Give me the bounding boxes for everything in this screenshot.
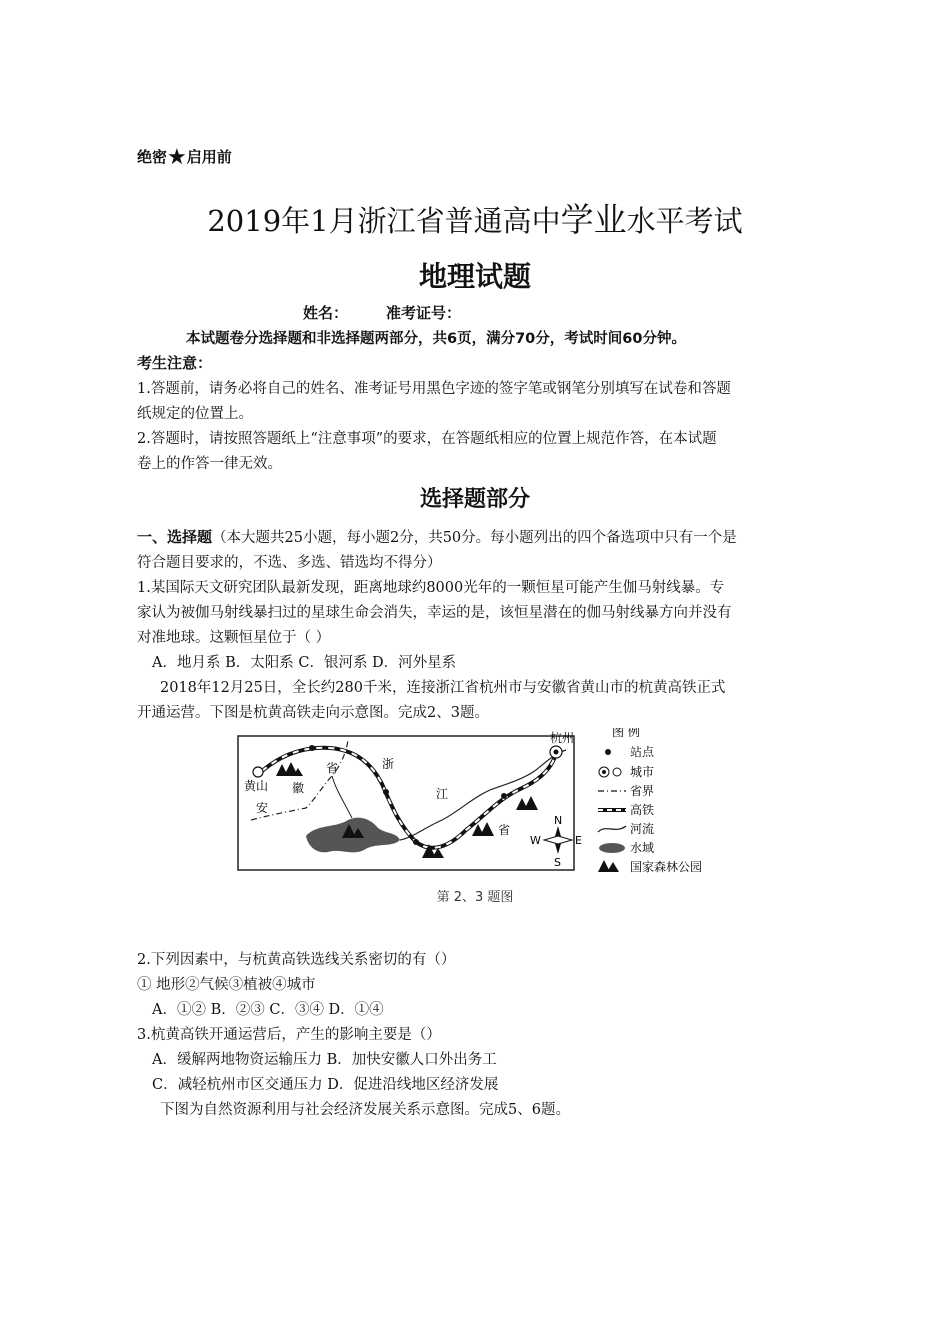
notice-heading: 考生注意： (137, 354, 213, 372)
passage-line2: 开通运营。下图是杭黄高铁走向示意图。完成2、3题。 (137, 705, 489, 721)
q1-line1: 1.某国际天文研究团队最新发现，距离地球约8000光年的一颗恒星可能产生伽马射线暴。专 (137, 580, 725, 596)
exam-info: 本试题卷分选择题和非选择题两部分，共6页，满分70分，考试时间60分钟。 (186, 331, 686, 347)
compass-north: N (554, 814, 563, 827)
compass-west: W (530, 834, 541, 847)
legend-station: 站点 (630, 745, 655, 759)
name-label: 姓名： (303, 304, 349, 322)
station-dot (309, 745, 315, 751)
title-big: 学业 (560, 200, 627, 239)
figure-caption: 第 2、3 题图 (436, 890, 514, 905)
star-icon: ★ (167, 145, 187, 170)
railway-map (236, 728, 716, 878)
legend-river-icon (598, 826, 626, 832)
q3-options-line2: C．减轻杭州市区交通压力 D．促进沿线地区经济发展 (152, 1077, 499, 1093)
label-an: 安 (256, 801, 269, 815)
legend-forest: 国家森林公园 (630, 860, 703, 874)
legend-city: 城市 (630, 765, 655, 779)
label-zhe: 浙 (382, 757, 395, 771)
legend-city-icon-center (602, 770, 606, 774)
railway-map-figure (236, 728, 716, 882)
legend-title: 图 例 (612, 728, 640, 739)
secret-suffix: 启用前 (186, 148, 232, 166)
city-huangshan-icon (253, 767, 263, 777)
q2-stem: 2.下列因素中，与杭黄高铁选线关系密切的有（） (137, 952, 456, 968)
legend-water-icon (599, 843, 625, 853)
legend-river: 河流 (630, 822, 655, 836)
part-desc-line1: （本大题共25小题，每小题2分，共50分。每小题列出的四个备选项中只有一个是 (212, 530, 737, 546)
station-dot (501, 793, 507, 799)
q1-options: A．地月系 B．太阳系 C．银河系 D．河外星系 (152, 655, 457, 671)
part-intro (137, 526, 817, 547)
label-sheng-top: 省 (326, 761, 339, 775)
next-passage: 下图为自然资源利用与社会经济发展关系示意图。完成5、6题。 (160, 1102, 570, 1118)
title-part1: 2019年1月浙江省普通高中 (207, 204, 561, 238)
compass-south: S (554, 856, 561, 869)
legend-forest-icon (598, 860, 619, 872)
title-part2: 水平考试 (626, 204, 743, 238)
notice-item1-line2: 纸规定的位置上。 (137, 406, 253, 422)
section-title: 选择题部分 (419, 487, 530, 512)
label-huangshan: 黄山 (244, 779, 269, 793)
legend-water: 水域 (630, 841, 655, 855)
q2-factors: ① 地形②气候③植被④城市 (137, 977, 316, 993)
exam-title (0, 194, 950, 241)
q1-line2: 家认为被伽马射线暴扫过的星球生命会消失，幸运的是，该恒星潜在的伽马射线暴方向并没有 (137, 605, 732, 621)
secret-prefix: 绝密 (137, 148, 168, 166)
legend-border: 省界 (630, 784, 655, 798)
q2-options: A．①② B．②③ C．③④ D．①④ (152, 1002, 384, 1018)
part-label: 一、选择题 (137, 528, 213, 546)
station-dot (383, 789, 389, 795)
label-hangzhou: 杭州 (550, 731, 575, 745)
part-desc-line2: 符合题目要求的，不选、多选、错选均不得分） (137, 555, 442, 571)
q1-line3: 对准地球。这颗恒星位于（ ） (137, 630, 331, 646)
q3-options-line1: A．缓解两地物资运输压力 B．加快安徽人口外出务工 (152, 1052, 497, 1068)
legend-railway: 高铁 (630, 803, 655, 817)
compass-east: E (575, 834, 582, 847)
notice-item2-line1: 2.答题时，请按照答题纸上“注意事项”的要求，在答题纸相应的位置上规范作答，在本试题 (137, 431, 717, 447)
q3-stem: 3.杭黄高铁开通运营后，产生的影响主要是（） (137, 1027, 441, 1043)
confidential-mark (137, 143, 232, 168)
station-dot (413, 839, 419, 845)
label-hui: 徽 (292, 781, 305, 795)
subject-title: 地理试题 (418, 260, 531, 293)
notice-item2-line2: 卷上的作答一律无效。 (137, 456, 282, 472)
label-jiang: 江 (436, 787, 449, 801)
passage-line1: 2018年12月25日，全长约280千米，连接浙江省杭州市与安徽省黄山市的杭黄高铁正式 (160, 680, 726, 696)
legend-station-icon (605, 749, 611, 755)
city-hangzhou-center (554, 750, 559, 755)
id-label: 准考证号： (386, 304, 462, 322)
legend (598, 744, 702, 874)
label-sheng-right: 省 (498, 823, 511, 837)
legend-town-icon (613, 768, 621, 776)
notice-item1-line1: 1.答题前，请务必将自己的姓名、准考证号用黑色字迹的签字笔或钢笔分别填写在试卷和答题 (137, 381, 731, 397)
